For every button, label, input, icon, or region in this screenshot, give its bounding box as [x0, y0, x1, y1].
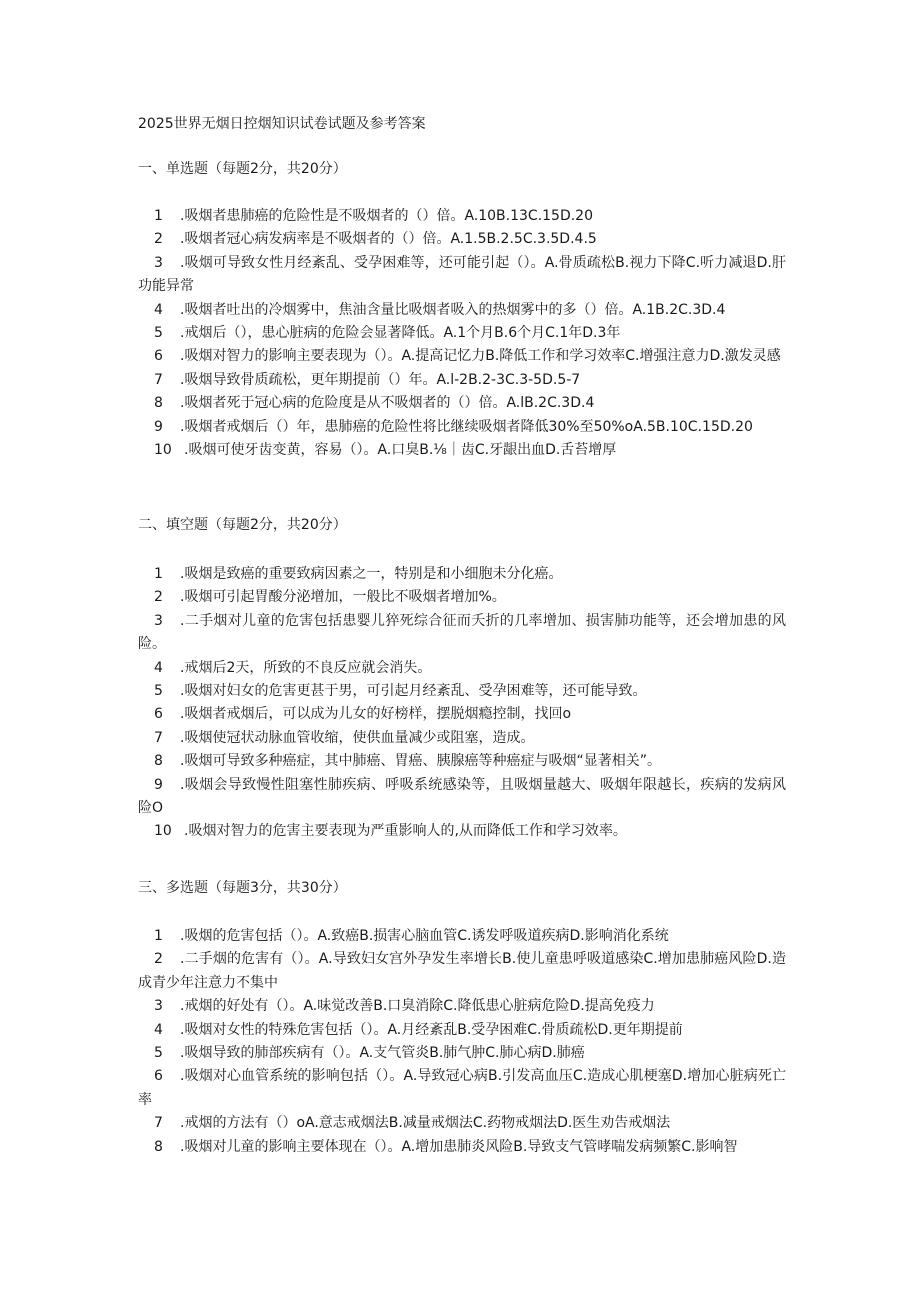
question-text: .吸烟者吐出的冷烟雾中，焦油含量比吸烟者吸入的热烟雾中的多（）倍。A.1B.2C.3D.4 [180, 301, 726, 318]
question-item [138, 392, 786, 415]
question-text: .吸烟者死于冠心病的危险度是从不吸烟者的（）倍。A.lB.2C.3D.4 [180, 395, 595, 412]
question-item [138, 1112, 786, 1135]
question-number: 8 [154, 753, 163, 770]
question-item [138, 750, 786, 773]
question-number: 2 [154, 231, 163, 248]
question-text: .戒烟后2天，所致的不良反应就会消失。 [180, 659, 432, 676]
question-text: .吸烟对妇女的危害更甚于男，可引起月经紊乱、受孕困难等，还可能导致。 [180, 683, 647, 700]
question-item [138, 680, 786, 703]
question-item [138, 439, 786, 462]
question-number: 10 [154, 442, 172, 459]
question-number: 4 [154, 1021, 163, 1038]
question-number: 4 [154, 659, 163, 676]
question-text: .二手烟的危害有（）。A.导致妇女宫外孕发生率增长B.使儿童患呼吸道感染C.增加患肺癌风险D.造成青少年注意力不集中 [138, 951, 786, 991]
question-number: 9 [154, 418, 163, 435]
question-text: .吸烟者戒烟后（）年，患肺癌的危险性将比继续吸烟者降低30%至50%oA.5B.10C.15D.20 [180, 418, 753, 435]
question-item [138, 205, 786, 228]
document-title: 2025世界无烟日控烟知识试卷试题及参考答案 [138, 116, 426, 132]
question-item [138, 774, 786, 821]
question-text: .吸烟导致骨质疏松，更年期提前（）年。A.l-2B.2-3C.3-5D.5-7 [180, 371, 581, 388]
question-item [138, 995, 786, 1018]
question-number: 2 [154, 589, 163, 606]
question-item [138, 727, 786, 750]
question-number: 3 [154, 254, 163, 271]
section-heading-single-choice: 一、单选题（每题2分，共20分） [138, 161, 347, 177]
question-number: 1 [154, 928, 163, 944]
question-item [138, 252, 786, 299]
question-item [138, 657, 786, 680]
question-text: .戒烟的方法有（）oA.意志戒烟法B.减量戒烟法C.药物戒烟法D.医生劝告戒烟法 [180, 1115, 671, 1132]
question-text: .吸烟是致癌的重要致病因素之一，特别是和小细胞未分化癌。 [180, 566, 563, 582]
fill-blank-question-list [138, 563, 786, 844]
question-item [138, 1065, 786, 1112]
question-item [138, 1136, 786, 1159]
question-number: 3 [154, 998, 163, 1015]
question-item [138, 299, 786, 322]
question-text: .吸烟可引起胃酸分泌增加，一般比不吸烟者增加%。 [180, 589, 506, 606]
question-text: .吸烟可导致多种癌症，其中肺癌、胃癌、胰腺癌等种癌症与吸烟“显著相关”。 [180, 753, 661, 770]
question-number: 5 [154, 325, 163, 342]
question-number: 7 [154, 1115, 163, 1132]
question-number: 9 [154, 776, 163, 793]
question-text: .吸烟的危害包括（）。A.致癌B.损害心脑血管C.诱发呼吸道疾病D.影响消化系统 [180, 928, 669, 944]
question-text: .戒烟的好处有（）。A.味觉改善B.口臭消除C.降低患心脏病危险D.提高免疫力 [180, 998, 655, 1015]
question-number: 2 [154, 951, 163, 968]
question-item [138, 948, 786, 995]
question-text: .吸烟者患肺癌的危险性是不吸烟者的（）倍。A.10B.13C.15D.20 [180, 208, 593, 224]
question-number: 7 [154, 371, 163, 388]
question-number: 6 [154, 348, 163, 365]
question-item [138, 586, 786, 609]
question-number: 3 [154, 612, 163, 629]
question-item [138, 369, 786, 392]
single-choice-question-list [138, 205, 786, 462]
question-item [138, 1019, 786, 1042]
question-text: .吸烟者冠心病发病率是不吸烟者的（）倍。A.1.5B.2.5C.3.5D.4.5 [180, 231, 597, 248]
question-item [138, 322, 786, 345]
section-heading-fill-blank: 二、填空题（每题2分，共20分） [138, 517, 347, 533]
question-number: 6 [154, 1068, 163, 1085]
question-item [138, 703, 786, 726]
question-number: 7 [154, 729, 163, 746]
question-text: .戒烟后（），患心脏病的危险会显著降低。A.1个月B.6个月C.1年D.3年 [180, 325, 621, 342]
question-number: 8 [154, 395, 163, 412]
question-item [138, 228, 786, 251]
question-item [138, 345, 786, 368]
question-text: .二手烟对儿童的危害包括患婴儿猝死综合征而夭折的几率增加、损害肺功能等，还会增加患的风险。 [138, 612, 786, 653]
question-number: 6 [154, 706, 163, 723]
question-number: 1 [154, 208, 163, 224]
multiple-choice-question-list [138, 925, 786, 1159]
question-text: .吸烟可导致女性月经紊乱、受孕困难等，还可能引起（）。A.骨质疏松B.视力下降C.听力减退D.肝功能异常 [138, 254, 786, 295]
question-text: .吸烟者戒烟后，可以成为儿女的好榜样，摆脱烟瘾控制，找回o [180, 706, 572, 723]
question-text: .吸烟会导致慢性阻塞性肺疾病、呼吸系统感染等，且吸烟量越大、吸烟年限越长，疾病的发病风险O [138, 776, 786, 817]
question-text: .吸烟对智力的影响主要表现为（）。A.提高记忆力B.降低工作和学习效率C.增强注意力D.激发灵感 [180, 348, 781, 365]
question-text: .吸烟对儿童的影响主要体现在（）。A.增加患肺炎风险B.导致支气管哮喘发病频繁C.影响智 [180, 1138, 738, 1155]
question-text: .吸烟对智力的危害主要表现为严重影响人的,从而降低工作和学习效率。 [184, 823, 627, 840]
question-item [138, 820, 786, 843]
question-text: .吸烟对女性的特殊危害包括（）。A.月经紊乱B.受孕困难C.骨质疏松D.更年期提前 [180, 1021, 683, 1038]
question-item [138, 1042, 786, 1065]
question-number: 10 [154, 823, 172, 840]
question-text: .吸烟可使牙齿变黄，容易（）。A.口臭B.⅛｜齿C.牙龈出血D.舌苔增厚 [184, 442, 617, 459]
question-text: .吸烟导致的肺部疾病有（）。A.支气管炎B.肺气肿C.肺心病D.肺癌 [180, 1045, 585, 1062]
question-item [138, 416, 786, 439]
question-text: .吸烟使冠状动脉血管收缩，使供血量减少或阻塞，造成。 [180, 729, 535, 746]
question-number: 5 [154, 683, 163, 700]
question-item [138, 610, 786, 657]
question-text: .吸烟对心血管系统的影响包括（）。A.导致冠心病B.引发高血压C.造成心肌梗塞D.增加心脏病死亡率 [138, 1068, 786, 1108]
question-number: 8 [154, 1138, 163, 1155]
question-item [138, 925, 786, 948]
question-item [138, 563, 786, 586]
section-heading-multiple-choice: 三、多选题（每题3分，共30分） [138, 880, 347, 896]
question-number: 4 [154, 301, 163, 318]
question-number: 1 [154, 566, 163, 582]
question-number: 5 [154, 1045, 163, 1062]
